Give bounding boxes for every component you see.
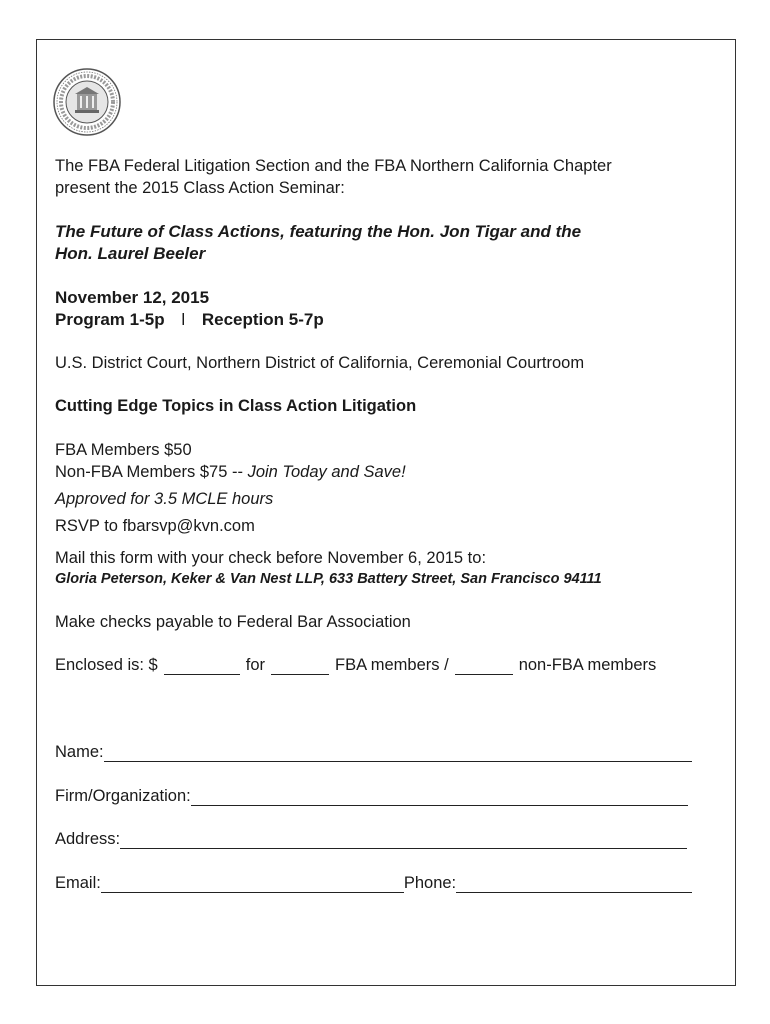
fba-count-blank[interactable] bbox=[271, 658, 329, 675]
address-blank[interactable] bbox=[120, 832, 687, 849]
mcle-approval: Approved for 3.5 MCLE hours bbox=[55, 490, 274, 508]
non-fba-count-blank[interactable] bbox=[455, 658, 513, 675]
enclosed-for: for bbox=[245, 656, 265, 674]
federal-bar-association-seal-icon bbox=[52, 67, 122, 137]
email-label: Email: bbox=[55, 874, 101, 892]
event-date: November 12, 2015 bbox=[55, 288, 210, 307]
enclosed-fba: FBA members / bbox=[335, 656, 449, 674]
seminar-title-line-2: Hon. Laurel Beeler bbox=[55, 244, 206, 263]
email-blank[interactable] bbox=[101, 876, 404, 893]
address-label: Address: bbox=[55, 830, 121, 848]
email-phone-field bbox=[55, 873, 692, 893]
intro-line-2: present the 2015 Class Action Seminar: bbox=[55, 179, 345, 197]
name-label: Name: bbox=[55, 743, 104, 761]
phone-label: Phone: bbox=[403, 874, 457, 892]
name-blank[interactable] bbox=[104, 745, 692, 762]
name-field bbox=[55, 742, 692, 762]
intro-line-1: The FBA Federal Litigation Section and the FBA Northern California Chapter bbox=[55, 157, 612, 175]
non-member-price-text: Non-FBA Members $75 -- bbox=[55, 463, 248, 481]
amount-blank[interactable] bbox=[164, 658, 240, 675]
enclosed-non-fba: non-FBA members bbox=[518, 656, 657, 674]
phone-blank[interactable] bbox=[456, 876, 692, 893]
checks-payable: Make checks payable to Federal Bar Association bbox=[55, 613, 411, 631]
reception-time: Reception 5-7p bbox=[201, 310, 324, 329]
mail-instruction: Mail this form with your check before November 6, 2015 to: bbox=[55, 549, 487, 567]
member-price: FBA Members $50 bbox=[55, 441, 192, 459]
firm-field bbox=[55, 786, 688, 806]
enclosed-line bbox=[55, 655, 656, 675]
enclosed-prefix: Enclosed is: $ bbox=[55, 656, 158, 674]
non-member-price bbox=[55, 462, 406, 482]
mail-address: Gloria Peterson, Keker & Van Nest LLP, 633 Battery Street, San Francisco 94111 bbox=[55, 571, 602, 587]
topics-heading: Cutting Edge Topics in Class Action Litigation bbox=[55, 397, 417, 415]
firm-label: Firm/Organization: bbox=[55, 787, 191, 805]
seminar-title-line-1: The Future of Class Actions, featuring the Hon. Jon Tigar and the bbox=[55, 222, 582, 241]
rsvp-line: RSVP to fbarsvp@kvn.com bbox=[55, 517, 255, 535]
event-location: U.S. District Court, Northern District of California, Ceremonial Courtroom bbox=[55, 354, 585, 372]
address-field bbox=[55, 829, 687, 849]
join-today-text: Join Today and Save! bbox=[247, 463, 406, 481]
schedule-separator: l bbox=[181, 310, 186, 329]
event-schedule bbox=[55, 310, 324, 330]
program-time: Program 1-5p bbox=[55, 310, 165, 329]
firm-blank[interactable] bbox=[191, 789, 688, 806]
